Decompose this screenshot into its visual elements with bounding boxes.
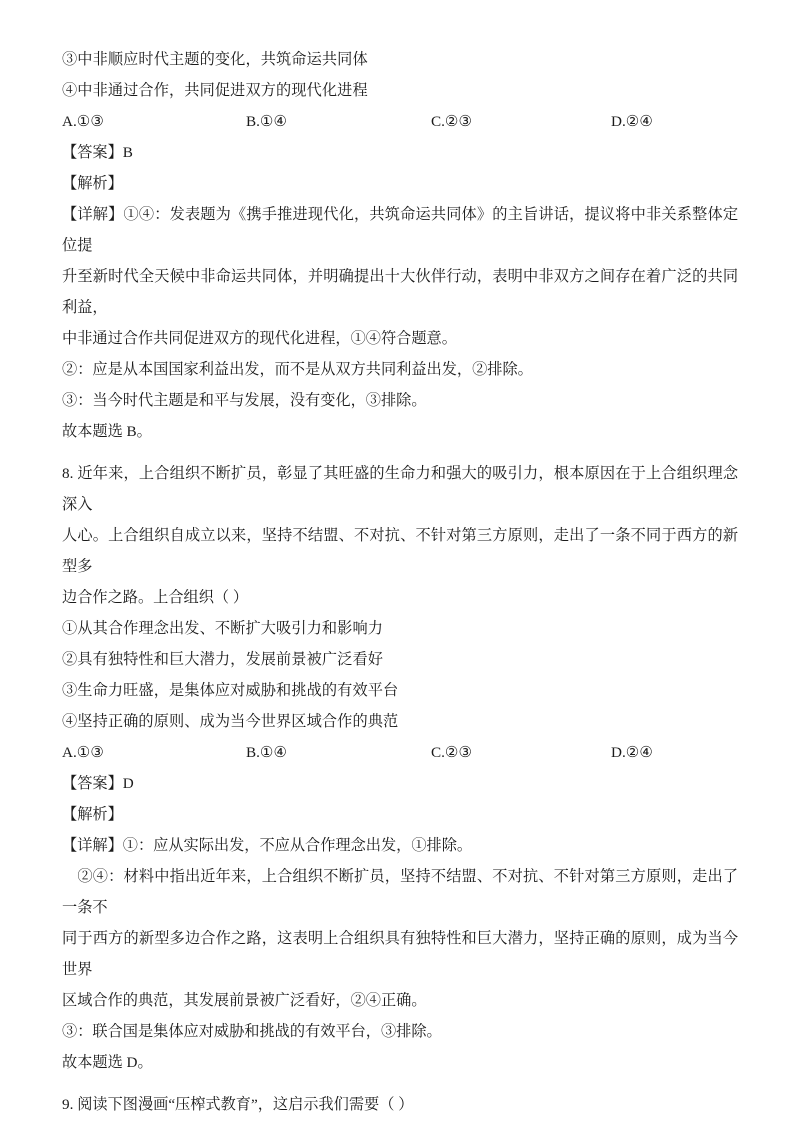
question-line: 8. 近年来，上合组织不断扩员，彰显了其旺盛的生命力和强大的吸引力，根本原因在于上合组织理念深入: [62, 465, 738, 513]
question-line: 人心。上合组织自成立以来，坚持不结盟、不对抗、不针对第三方原则，走出了一条不同于西方的新型多: [62, 527, 738, 575]
detail-line: ③：当今时代主题是和平与发展，没有变化，③排除。: [62, 392, 427, 409]
detail-block-q8-3: [62, 1016, 738, 1047]
choice-option-b: B.①④: [246, 744, 288, 761]
question-line: 9. 阅读下图漫画“压榨式教育”，这启示我们需要（ ）: [62, 1096, 414, 1113]
detail-line: 同于西方的新型多边合作之路，这表明上合组织具有独特性和巨大潜力，坚持正确的原则，成为当今世界: [62, 930, 738, 978]
detail-block-q8-1: [62, 830, 738, 861]
choices-row-q7: [62, 106, 738, 137]
question-line: 边合作之路。上合组织（ ）: [62, 589, 249, 606]
detail-line: 中非通过合作共同促进双方的现代化进程，①④符合题意。: [62, 330, 457, 347]
section-spacer: [62, 1078, 738, 1089]
detail-line: ②④：材料中指出近年来，上合组织不断扩员，坚持不结盟、不对抗、不针对第三方原则，走出了一条不: [62, 868, 738, 916]
detail-line: ②：应是从本国国家利益出发，而不是从双方共同利益出发，②排除。: [62, 361, 533, 378]
detail-block-q8-2: [62, 861, 738, 1016]
detail-line: 【详解】①④：发表题为《携手推进现代化，共筑命运共同体》的主旨讲话，提议将中非关系整体定位提: [62, 206, 738, 254]
detail-block-q7-2: [62, 354, 738, 385]
detail-block-q7-3: [62, 385, 738, 416]
choice-option-d: D.②④: [611, 113, 653, 130]
conclusion-line-q7: 故本题选 B。: [62, 423, 152, 440]
question-9-stem: [62, 1089, 738, 1120]
answer-line-q7: 【答案】B: [62, 144, 133, 161]
conclusion-line-q8: 故本题选 D。: [62, 1054, 153, 1071]
detail-block-q7-1: [62, 199, 738, 354]
option-line-4: ④中非通过合作，共同促进双方的现代化进程: [62, 82, 368, 99]
choice-option-a: A.①③: [62, 113, 104, 130]
option-line-4-q8: ④坚持正确的原则、成为当今世界区域合作的典范: [62, 713, 399, 730]
choice-option-b: B.①④: [246, 113, 288, 130]
option-line-3-q8: ③生命力旺盛，是集体应对威胁和挑战的有效平台: [62, 682, 399, 699]
analysis-label-q8: 【解析】: [62, 806, 123, 823]
choice-option-a: A.①③: [62, 744, 104, 761]
analysis-label-q7: 【解析】: [62, 175, 123, 192]
option-line-3: ③中非顺应时代主题的变化，共筑命运共同体: [62, 51, 368, 68]
option-line-1-q8: ①从其合作理念出发、不断扩大吸引力和影响力: [62, 620, 384, 637]
section-spacer: [62, 447, 738, 458]
question-8-stem: [62, 458, 738, 613]
detail-line: 【详解】①：应从实际出发，不应从合作理念出发，①排除。: [62, 837, 473, 854]
option-line-2-q8: ②具有独特性和巨大潜力，发展前景被广泛看好: [62, 651, 384, 668]
detail-line: 升至新时代全天候中非命运共同体，并明确提出十大伙伴行动，表明中非双方之间存在着广泛的共同利益，: [62, 268, 738, 316]
choice-option-c: C.②③: [431, 113, 473, 130]
choice-option-c: C.②③: [431, 744, 473, 761]
choice-option-d: D.②④: [611, 744, 653, 761]
answer-line-q8: 【答案】D: [62, 775, 134, 792]
choices-row-q8: [62, 737, 738, 768]
detail-line: 区域合作的典范，其发展前景被广泛看好，②④正确。: [62, 992, 427, 1009]
detail-line: ③：联合国是集体应对威胁和挑战的有效平台，③排除。: [62, 1023, 442, 1040]
